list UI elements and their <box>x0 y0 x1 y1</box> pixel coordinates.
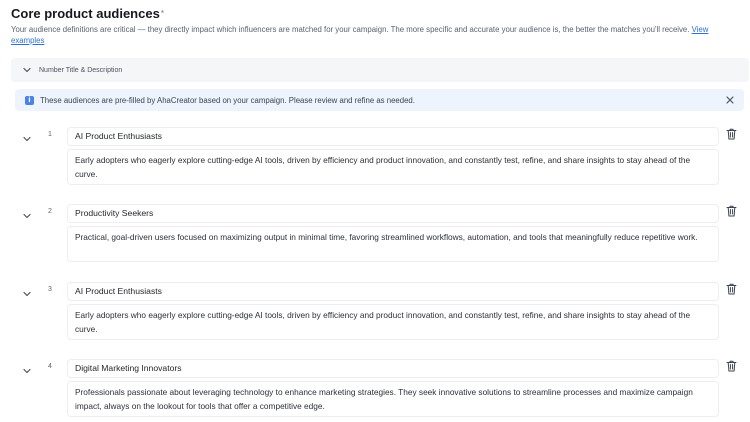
section-header <box>11 6 738 46</box>
audience-title-input[interactable] <box>67 127 719 146</box>
audience-description-input[interactable] <box>67 226 719 262</box>
page-title-text: Core product audiences <box>11 6 160 21</box>
audience-title-input[interactable] <box>67 204 719 223</box>
chevron-down-icon[interactable] <box>22 366 32 376</box>
audience-title-value: AI Product Enthusiasts <box>75 286 162 296</box>
view-examples-link[interactable]: View examples <box>11 25 709 45</box>
audience-title-value: AI Product Enthusiasts <box>75 131 162 141</box>
audience-title-value: Productivity Seekers <box>75 208 154 218</box>
audience-description-value: Early adopters who eagerly explore cutting-edge AI tools, driven by efficiency and product innovation, and constantly test, refine, and share insights to stay ahead of the curve. <box>75 310 691 334</box>
trash-icon[interactable] <box>726 283 737 295</box>
audience-description-value: Professionals passionate about leveraging technology to enhance marketing strategies. They seek innovative solutions to streamline processes and maximize campaign impact, always on the lookout for tools that offer a competitive edge. <box>75 387 693 411</box>
trash-icon[interactable] <box>726 128 737 140</box>
audience-description-value: Practical, goal-driven users focused on maximizing output in minimal time, favoring streamlined workflows, automation, and tools that meaningfully reduce repetitive work. <box>75 232 698 242</box>
trash-icon[interactable] <box>726 360 737 372</box>
audience-description-input[interactable] <box>67 381 719 417</box>
banner-text: These audiences are pre-filled by AhaCreator based on your campaign. Please review and refine as needed. <box>40 95 415 105</box>
chevron-down-icon[interactable] <box>22 134 32 144</box>
close-icon <box>726 96 734 104</box>
audience-description-input[interactable] <box>67 304 719 340</box>
audience-number: 4 <box>48 363 52 370</box>
prefill-info-banner <box>15 89 744 111</box>
table-header-label: Number Title & Description <box>39 66 123 74</box>
chevron-down-icon[interactable] <box>22 211 32 221</box>
audience-table-header <box>11 58 749 82</box>
audience-description-value: Early adopters who eagerly explore cutting-edge AI tools, driven by efficiency and product innovation, and constantly test, refine, and share insights to stay ahead of the curve. <box>75 155 691 179</box>
trash-icon[interactable] <box>726 205 737 217</box>
audience-title-input[interactable] <box>67 359 719 378</box>
description-text: Your audience definitions are critical — they directly impact which influencers are matched for your campaign. The more specific and accurate your audience is, the better the matches you'll receive. <box>11 25 690 34</box>
audience-title-value: Digital Marketing Innovators <box>75 363 182 373</box>
section-description <box>11 24 736 46</box>
audience-description-input[interactable] <box>67 149 719 185</box>
audience-number: 2 <box>48 208 52 215</box>
audience-title-input[interactable] <box>67 282 719 301</box>
audience-number: 1 <box>48 131 52 138</box>
info-icon: i <box>25 96 34 105</box>
audience-number: 3 <box>48 286 52 293</box>
chevron-down-icon[interactable] <box>22 65 32 75</box>
close-banner-button[interactable] <box>724 94 736 106</box>
required-mark: * <box>160 9 164 18</box>
page-title <box>11 6 738 22</box>
chevron-down-icon[interactable] <box>22 289 32 299</box>
